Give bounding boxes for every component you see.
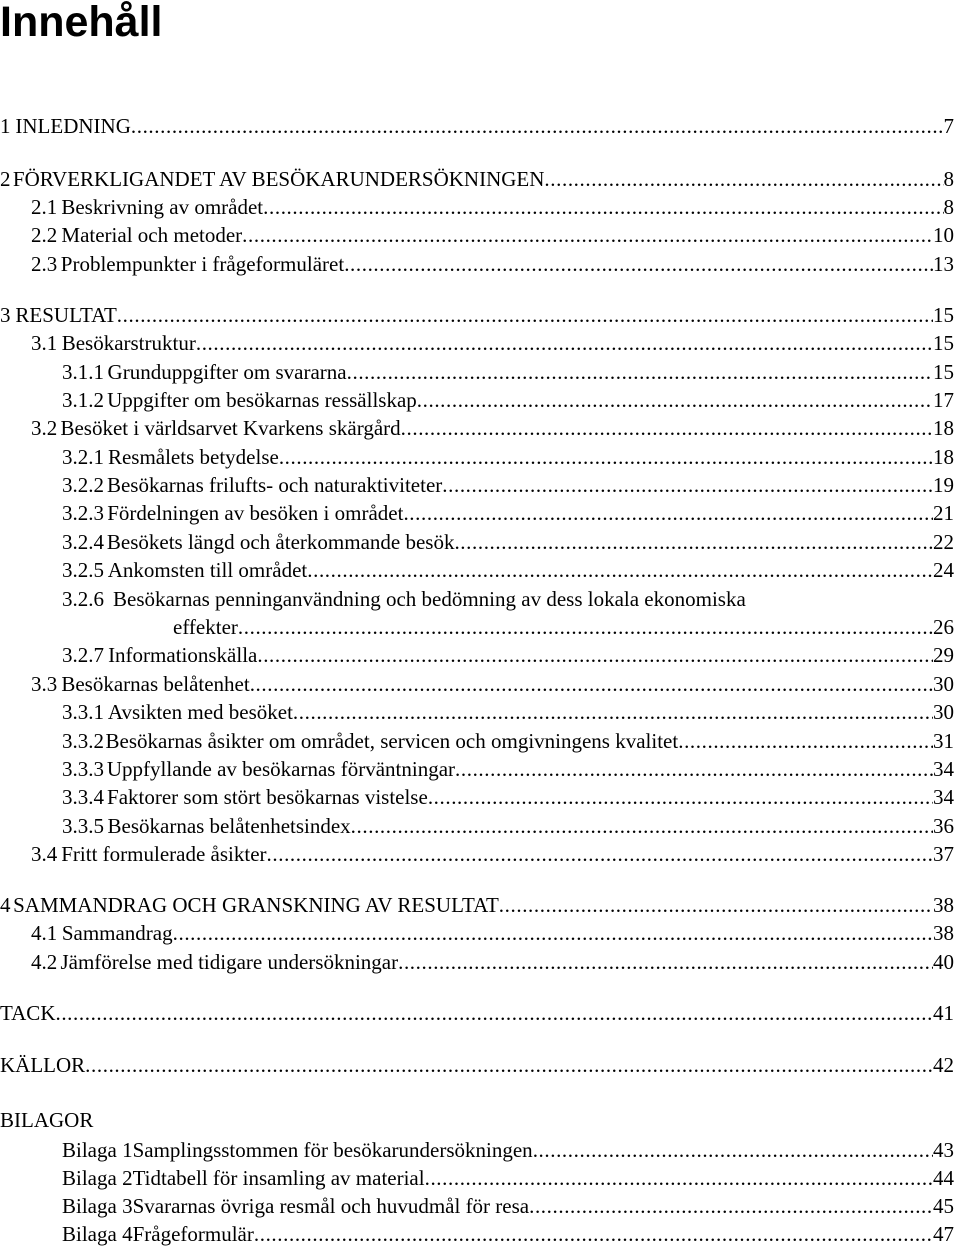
toc-entry-c2-2[interactable]: [31, 221, 954, 249]
appendix-page-number: 44: [933, 1166, 954, 1190]
toc-entry-c3-3-1[interactable]: [62, 698, 954, 726]
toc-page-number: 22: [933, 530, 954, 554]
toc-number: 3.3.2: [62, 729, 104, 753]
toc-entry-c3-2-1[interactable]: [62, 443, 954, 471]
toc-number: 3.2.1: [62, 445, 104, 469]
dot-leader: [307, 556, 933, 584]
toc-page-number: 37: [933, 842, 954, 866]
toc-title: INLEDNING: [15, 114, 131, 138]
toc-title: RESULTAT: [15, 303, 117, 327]
toc-page-number: 13: [933, 252, 954, 276]
toc-entry-c3-2-6-continuation[interactable]: [173, 613, 954, 641]
toc-entry-c3-2-7[interactable]: [62, 641, 954, 669]
toc-page-number: 30: [933, 700, 954, 724]
dot-leader: [351, 812, 933, 840]
toc-page-number: 29: [933, 643, 954, 667]
toc-number: 3: [0, 303, 11, 327]
toc-page-number: 38: [933, 893, 954, 917]
dot-leader: [529, 1192, 933, 1220]
dot-leader: [257, 641, 933, 669]
dot-leader: [267, 840, 933, 868]
toc-title: Problempunkter i frågeformuläret: [60, 252, 345, 276]
toc-entry-tack[interactable]: [0, 999, 954, 1027]
dot-leader: [533, 1136, 933, 1164]
toc-number: 3.1.1: [62, 360, 104, 384]
toc-number: 3.3.1: [62, 700, 104, 724]
toc-number: 3.3: [31, 672, 58, 696]
dot-leader: [344, 250, 933, 278]
dot-leader: [242, 221, 933, 249]
appendix-page-number: 47: [933, 1222, 954, 1246]
dot-leader: [401, 414, 933, 442]
toc-entry-c3-3[interactable]: [31, 670, 954, 698]
dot-leader: [428, 783, 933, 811]
appendix-entry-3[interactable]: [62, 1192, 954, 1220]
appendix-label: Bilaga 1: [62, 1138, 133, 1162]
toc-page-number: 8: [943, 167, 954, 191]
toc-page-number: 17: [933, 388, 954, 412]
dot-leader: [279, 443, 933, 471]
toc-number: 2.1: [31, 195, 58, 219]
appendix-entry-4[interactable]: [62, 1220, 954, 1248]
toc-title: FÖRVERKLIGANDET AV BESÖKARUNDERSÖKNINGEN: [12, 167, 545, 191]
toc-number: 1: [0, 114, 11, 138]
toc-title: Fritt formulerade åsikter: [61, 842, 267, 866]
toc-number: 3.1.2: [62, 388, 104, 412]
toc-title: Avsikten med besöket: [107, 700, 293, 724]
dot-leader: [238, 613, 933, 641]
toc-title: SAMMANDRAG OCH GRANSKNING AV RESULTAT: [13, 893, 499, 917]
toc-page-number: 26: [933, 615, 954, 639]
appendix-page-number: 43: [933, 1138, 954, 1162]
toc-title: Jämförelse med tidigare undersökningar: [60, 950, 399, 974]
dot-leader: [544, 165, 943, 193]
dot-leader: [85, 1051, 933, 1079]
toc-number: 3.3.3: [62, 757, 104, 781]
appendix-page-number: 45: [933, 1194, 954, 1218]
toc-number: 2.2: [31, 223, 58, 247]
toc-title: Grunduppgifter om svararna: [107, 360, 347, 384]
dot-leader: [417, 386, 933, 414]
appendix-label: Bilaga 3: [62, 1194, 133, 1218]
toc-page-number: 41: [933, 1001, 954, 1025]
toc-page-number: 30: [933, 672, 954, 696]
toc-page-number: 42: [933, 1053, 954, 1077]
toc-number: 3.2.6: [62, 587, 104, 611]
toc-title: Besökarnas penninganvändning och bedömning av dess lokala ekonomiska: [113, 587, 746, 611]
page-title: Innehåll: [0, 0, 163, 46]
toc-number: 2.3: [31, 252, 58, 276]
toc-page-number: 34: [933, 757, 954, 781]
appendix-label: Bilaga 4: [62, 1222, 133, 1246]
toc-title: Uppgifter om besökarnas ressällskap: [107, 388, 417, 412]
appendix-entry-2[interactable]: [62, 1164, 954, 1192]
dot-leader: [131, 112, 944, 140]
toc-entry-c3-3-4[interactable]: [62, 783, 954, 811]
toc-entry-c2-1[interactable]: [31, 193, 954, 221]
appendix-title: Samplingsstommen för besökarundersökningen: [132, 1138, 533, 1162]
appendix-title: Svararnas övriga resmål och huvudmål för resa: [132, 1194, 530, 1218]
toc-page-number: 15: [933, 360, 954, 384]
dot-leader: [55, 999, 933, 1027]
toc-entry-kallor[interactable]: [0, 1051, 954, 1079]
toc-page-number: 18: [933, 445, 954, 469]
toc-title: Fördelningen av besöken i området: [107, 501, 404, 525]
toc-page-number: 21: [933, 501, 954, 525]
toc-title-continuation: effekter: [173, 615, 238, 639]
toc-entry-c3-2-2[interactable]: [62, 471, 954, 499]
dot-leader: [442, 471, 933, 499]
toc-title: Besökarstruktur: [61, 331, 196, 355]
toc-page-number: 36: [933, 814, 954, 838]
toc-number: 3.1: [31, 331, 58, 355]
toc-entry-c4-1[interactable]: [31, 919, 954, 947]
appendix-entry-1[interactable]: [62, 1136, 954, 1164]
toc-number: 3.3.5: [62, 814, 104, 838]
toc-entry-c4-2[interactable]: [31, 948, 954, 976]
toc-page-number: 19: [933, 473, 954, 497]
appendix-label: Bilaga 2: [62, 1166, 133, 1190]
toc-number: 3.2.4: [62, 530, 104, 554]
appendix-title: Frågeformulär: [132, 1222, 254, 1246]
dot-leader: [196, 329, 933, 357]
toc-number: 3.2.5: [62, 558, 104, 582]
dot-leader: [454, 528, 933, 556]
toc-entry-c4[interactable]: [0, 891, 954, 919]
toc-page-number: 34: [933, 785, 954, 809]
toc-title: Besökarnas belåtenhet: [61, 672, 250, 696]
toc-number: 3.2: [31, 416, 58, 440]
toc-entry-c3-3-5[interactable]: [62, 812, 954, 840]
toc-title: TACK: [0, 1001, 56, 1025]
toc-entry-c3-2-4[interactable]: [62, 528, 954, 556]
toc-page-number: 40: [933, 950, 954, 974]
toc-title: Besökets längd och återkommande besök: [106, 530, 455, 554]
toc-entry-c2[interactable]: [0, 165, 954, 193]
dot-leader: [263, 193, 943, 221]
toc-page-number: 10: [933, 223, 954, 247]
toc-page-number: 38: [933, 921, 954, 945]
toc-title: Sammandrag: [61, 921, 173, 945]
toc-page-number: 31: [933, 729, 954, 753]
toc-entry-c3-1-2[interactable]: [62, 386, 954, 414]
toc-page-number: 15: [933, 303, 954, 327]
toc-number: 3.2.2: [62, 473, 104, 497]
toc-entry-c3-2-3[interactable]: [62, 499, 954, 527]
toc-number: 3.4: [31, 842, 58, 866]
dot-leader: [250, 670, 933, 698]
toc-title: Besökarnas belåtenhetsindex: [107, 814, 351, 838]
appendix-title: Tidtabell för insamling av material: [132, 1166, 425, 1190]
toc-entry-c1[interactable]: [0, 112, 954, 140]
appendix-heading: BILAGOR: [0, 1108, 94, 1132]
toc-page-number: 8: [943, 195, 954, 219]
dot-leader: [425, 1164, 933, 1192]
toc-entry-c3-2-5[interactable]: [62, 556, 954, 584]
dot-leader: [499, 891, 933, 919]
toc-entry-c3[interactable]: [0, 301, 954, 329]
dot-leader: [173, 919, 933, 947]
toc-page-number: 18: [933, 416, 954, 440]
toc-number: 4.1: [31, 921, 58, 945]
toc-title: Ankomsten till området: [107, 558, 308, 582]
toc-title: Besöket i världsarvet Kvarkens skärgård: [60, 416, 401, 440]
toc-entry-c3-1[interactable]: [31, 329, 954, 357]
toc-entry-c3-2-6[interactable]: [62, 585, 746, 613]
toc-page-number: 7: [943, 114, 954, 138]
toc-number: 4.2: [31, 950, 58, 974]
dot-leader: [117, 301, 933, 329]
toc-title: Resmålets betydelse: [107, 445, 279, 469]
toc-entry-c2-3[interactable]: [31, 250, 954, 278]
toc-number: 2: [0, 167, 11, 191]
toc-entry-c3-1-1[interactable]: [62, 358, 954, 386]
toc-number: 4: [0, 893, 11, 917]
toc-page-number: 24: [933, 558, 954, 582]
toc-entry-c3-2[interactable]: [31, 414, 954, 442]
toc-title: Faktorer som stört besökarnas vistelse: [107, 785, 428, 809]
toc-title: Besökarnas frilufts- och naturaktiviteter: [106, 473, 443, 497]
toc-title: Informationskälla: [108, 643, 258, 667]
toc-number: 3.2.7: [62, 643, 104, 667]
toc-title: Uppfyllande av besökarnas förväntningar: [106, 757, 456, 781]
toc-entry-c3-4[interactable]: [31, 840, 954, 868]
dot-leader: [403, 499, 933, 527]
toc-title: KÄLLOR: [0, 1053, 86, 1077]
toc-entry-c3-3-3[interactable]: [62, 755, 954, 783]
toc-title: Beskrivning av området: [61, 195, 264, 219]
dot-leader: [254, 1220, 933, 1248]
dot-leader: [347, 358, 933, 386]
dot-leader: [455, 755, 933, 783]
toc-title: Besökarnas åsikter om området, servicen och omgivningens kvalitet: [105, 729, 679, 753]
toc-entry-c3-3-2[interactable]: [62, 727, 954, 755]
dot-leader: [398, 948, 933, 976]
toc-page-number: 15: [933, 331, 954, 355]
toc-number: 3.2.3: [62, 501, 104, 525]
dot-leader: [678, 727, 933, 755]
toc-number: 3.3.4: [62, 785, 104, 809]
dot-leader: [293, 698, 933, 726]
toc-title: Material och metoder: [61, 223, 243, 247]
